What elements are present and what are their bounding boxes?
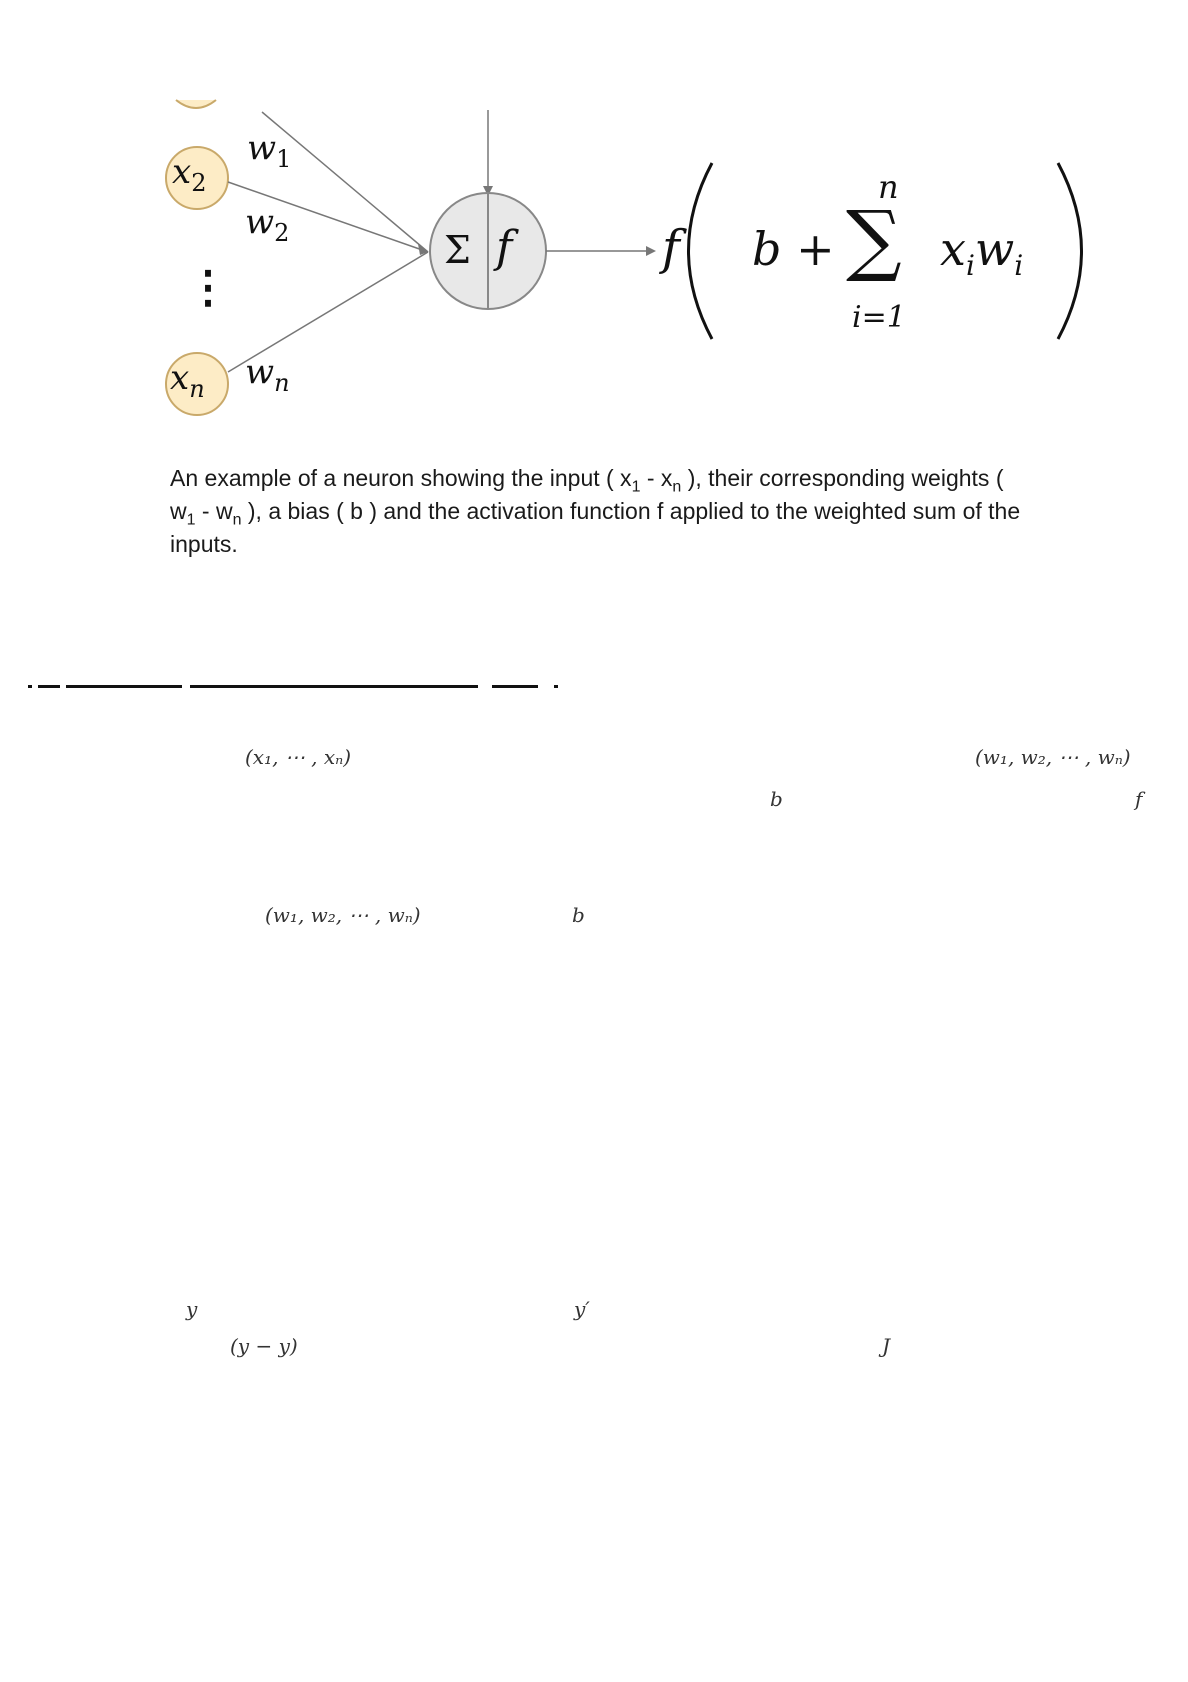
right-paren <box>1058 163 1082 339</box>
equation-y: y <box>186 1297 198 1321</box>
equation-y-diff: (y − y) <box>230 1334 298 1358</box>
divider-segment <box>554 685 558 688</box>
divider-segment <box>66 685 182 688</box>
divider-segment <box>492 685 538 688</box>
equation-J: J <box>882 1334 891 1358</box>
weight-label-w1: $w_1$ <box>247 128 292 173</box>
input-node-partial <box>176 100 216 108</box>
divider-segment <box>28 685 32 688</box>
formula-sum-upper: n <box>878 168 899 206</box>
left-paren <box>689 163 713 339</box>
formula-term: $x_iw_i$ <box>940 222 1024 283</box>
output-arrowhead <box>646 246 656 256</box>
divider-segment <box>190 685 478 688</box>
equation-w-tuple-mid: (w₁, w₂, ⋯ , wₙ) <box>265 903 421 927</box>
equation-b-1: b <box>770 787 783 811</box>
divider-segment <box>38 685 60 688</box>
equation-x-tuple: (x₁, ⋯ , xₙ) <box>245 745 352 769</box>
neuron-sum-symbol: Σ <box>444 228 471 272</box>
input-label-x2: $x_2$ <box>172 152 207 197</box>
neuron-activation-symbol: f <box>496 222 513 273</box>
weight-label-w2: $w_2$ <box>245 202 290 247</box>
weight-label-wn: $w_n$ <box>245 352 290 397</box>
formula-b-plus: b + <box>752 222 835 276</box>
input-label-xn: $x_n$ <box>170 358 205 403</box>
formula-f: f <box>662 220 680 276</box>
ellipsis-vertical: ⋮ <box>186 263 230 312</box>
formula-sum-symbol: ∑ <box>846 195 902 285</box>
equation-w-tuple-right: (w₁, w₂, ⋯ , wₙ) <box>975 745 1131 769</box>
equation-y-prime: y′ <box>574 1297 590 1321</box>
formula-sum-lower: i=1 <box>852 300 906 335</box>
equation-b-2: b <box>572 903 585 927</box>
figure-caption: An example of a neuron showing the input ( $x_1 - x_n$ ), their corresponding weights ( $w_1 - w_n$ ), a bias ( b ) and the activation function f applied to the weighted sum of the inputs. <box>170 465 1021 557</box>
equation-f-1: f <box>1135 787 1143 811</box>
neuron-diagram <box>0 0 1188 420</box>
